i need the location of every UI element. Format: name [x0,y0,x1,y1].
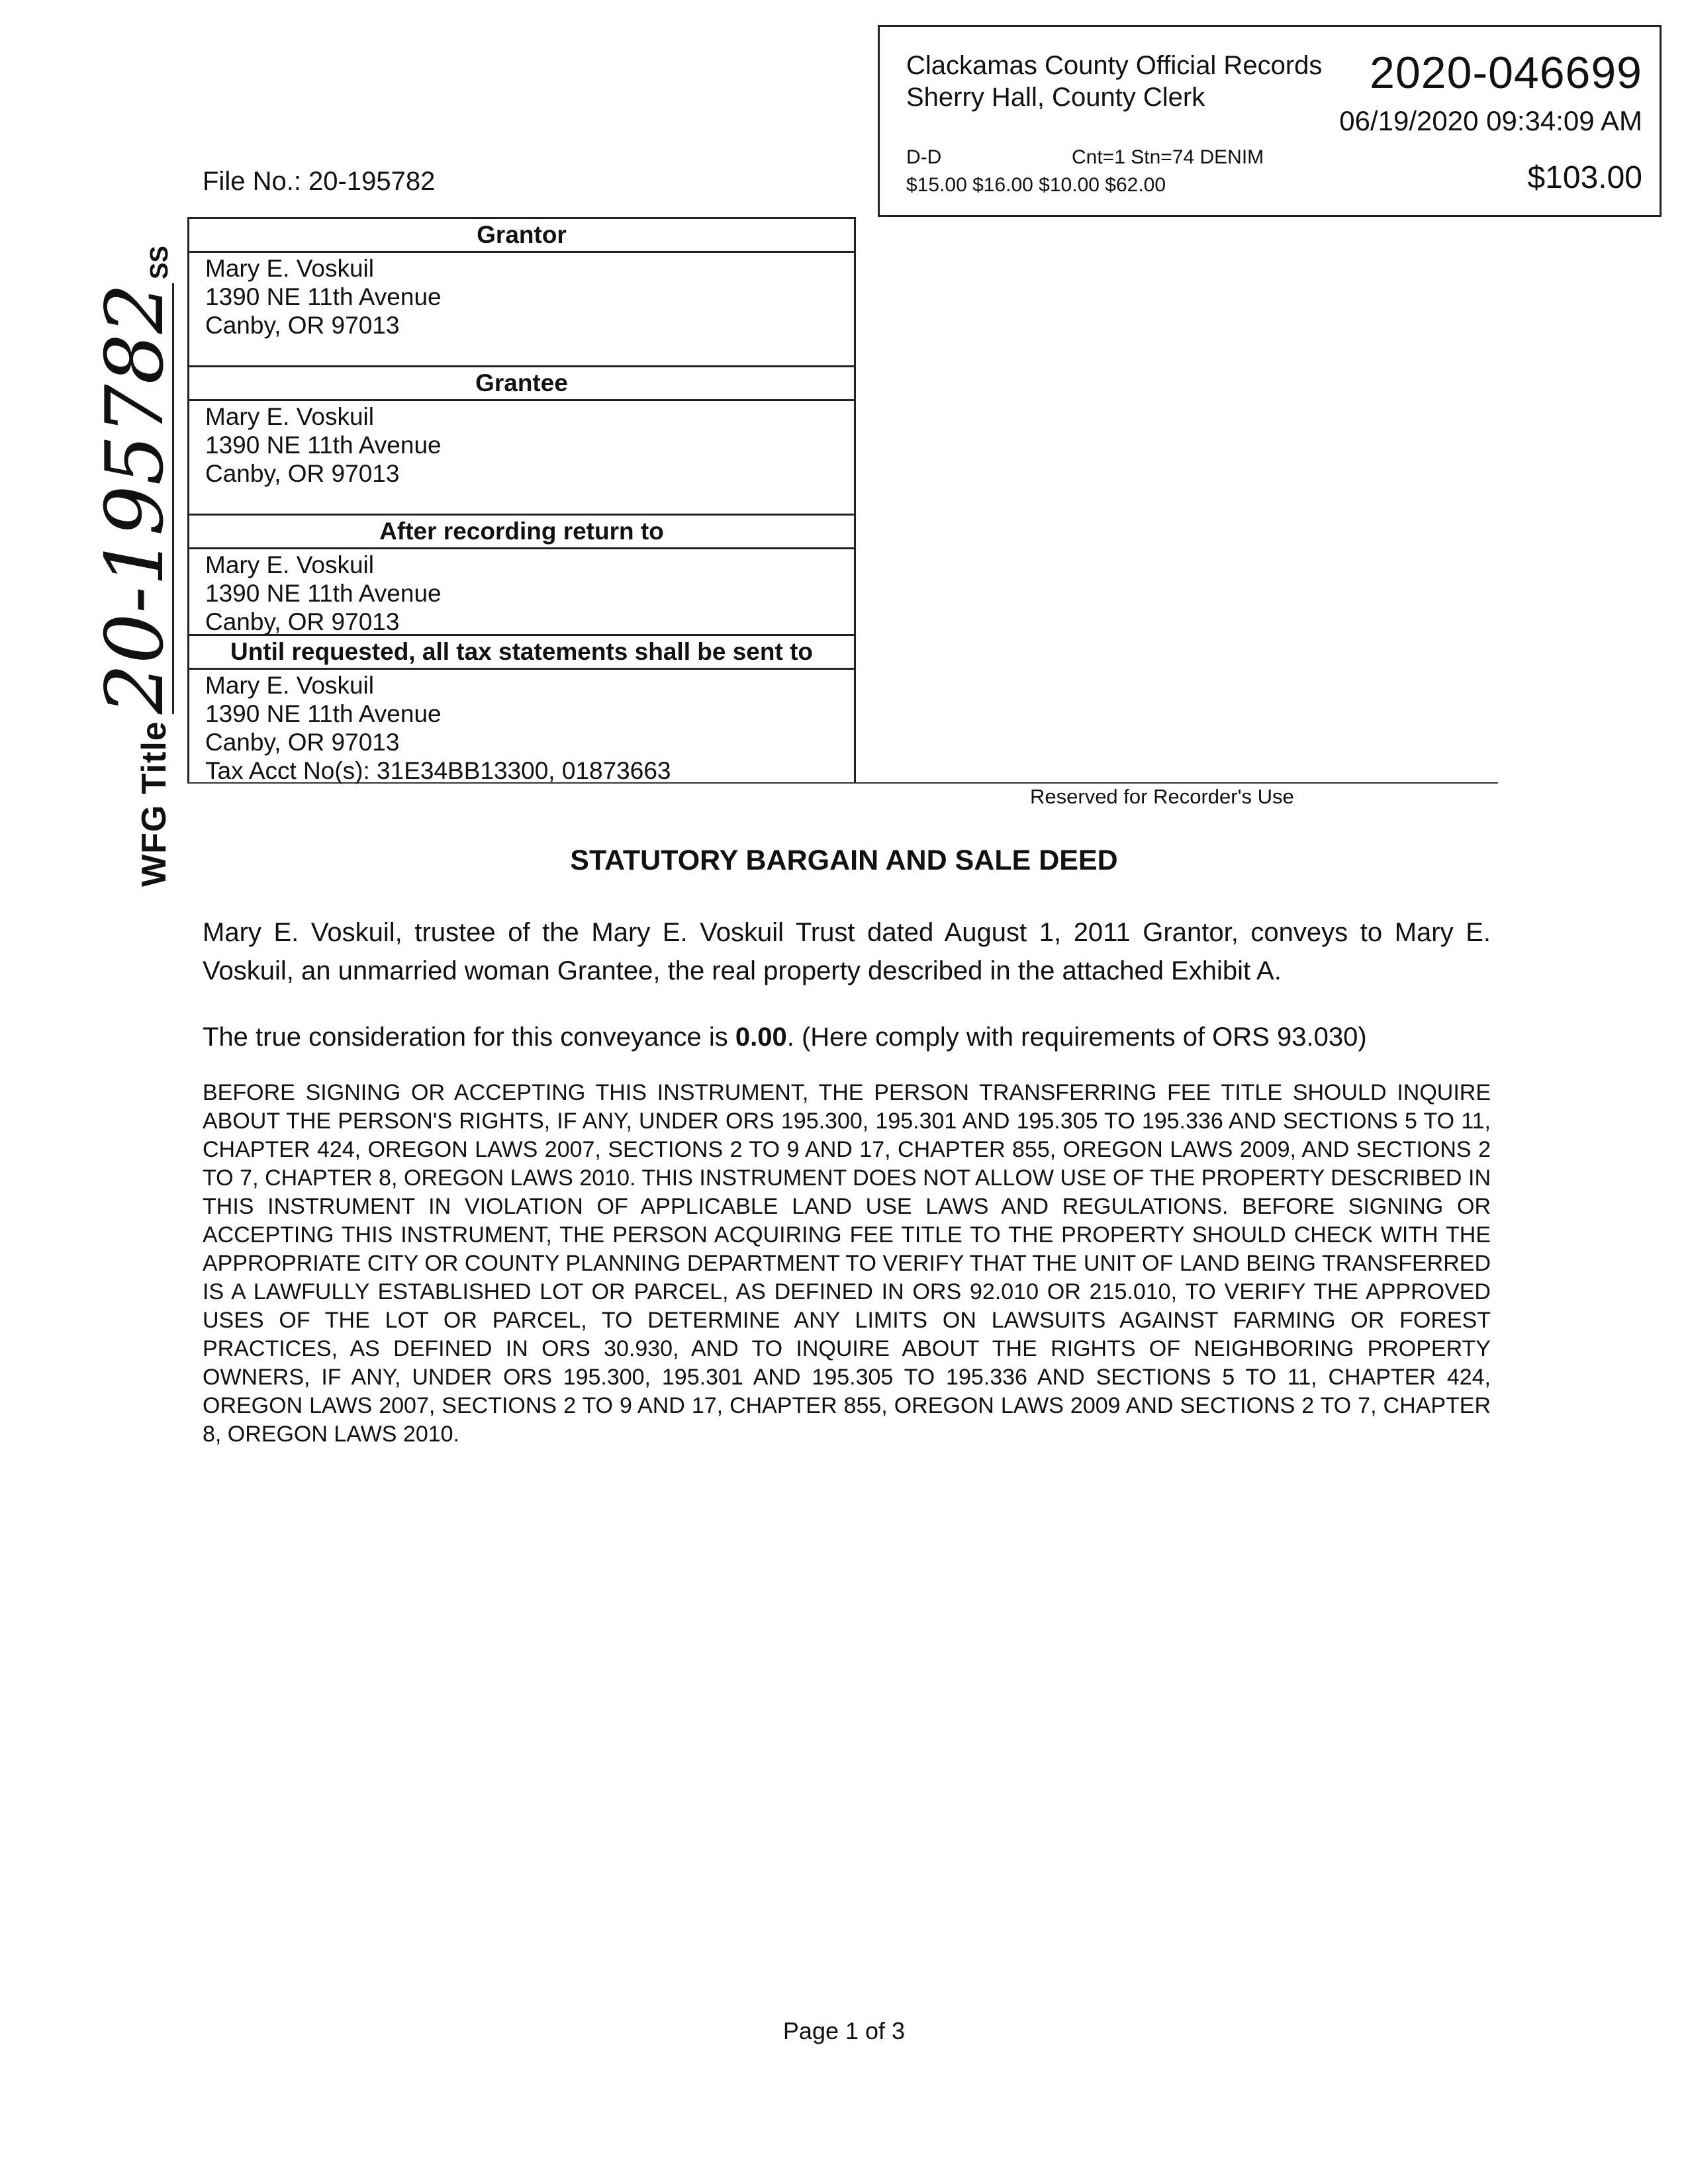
consideration-paragraph [203,1018,1491,1056]
conveyance-paragraph: Mary E. Voskuil, trustee of the Mary E. Voskuil Trust dated August 1, 2011 Grantor, conveys to Mary E. Voskuil, an unmarried woman Grantee, the real property described in the attached Exhibit A. [203,918,1491,985]
handwritten-initials: SS [146,246,173,279]
handwritten-file-number: 20-195782 [89,283,181,715]
recorder-use-label: Reserved for Recorder's Use [1030,785,1294,808]
return-to-street: 1390 NE 11th Avenue [205,580,442,607]
grantor-heading: Grantor [187,217,856,253]
recording-office [906,50,1322,113]
party-table [187,217,856,784]
tax-account-numbers: Tax Acct No(s): 31E34BB13300, 01873663 [205,757,671,784]
tax-recipient-city: Canby, OR 97013 [205,729,400,756]
recording-stamp [878,25,1662,217]
recording-datetime: 06/19/2020 09:34:09 AM [1339,105,1642,136]
file-number: File No.: 20-195782 [203,167,436,196]
tax-recipient-name: Mary E. Voskuil [205,672,374,699]
grantor-street: 1390 NE 11th Avenue [205,283,442,310]
recorder-divider [187,782,1498,784]
grantee-street: 1390 NE 11th Avenue [205,432,442,459]
grantor-name: Mary E. Voskuil [205,255,374,282]
tax-statements-block [187,670,856,784]
consideration-amount: 0.00 [735,1023,787,1052]
statutory-warning: BEFORE SIGNING OR ACCEPTING THIS INSTRUMENT, THE PERSON TRANSFERRING FEE TITLE SHOULD INQUIRE ABOUT THE PERSON'S RIGHTS, IF ANY, UNDER ORS 195.300, 195.301 AND 195.305 TO 195.336 AND SECTIONS 5 TO 11, CHAPTER 424, OREGON LAWS 2007, SECTIONS 2 TO 9 AND 17, CHAPTER 855, OREGON LAWS 2009, AND SECTIONS 2 TO 7, CHAPTER 8, OREGON LAWS 2010. THIS INSTRUMENT DOES NOT ALLOW USE OF THE PROPERTY DESCRIBED IN THIS INSTRUMENT IN VIOLATION OF APPLICABLE LAND USE LAWS AND REGULATIONS. BEFORE SIGNING OR ACCEPTING THIS INSTRUMENT, THE PERSON ACQUIRING FEE TITLE TO THE PROPERTY SHOULD CHECK WITH THE APPROPRIATE CITY OR COUNTY PLANNING DEPARTMENT TO VERIFY THAT THE UNIT OF LAND BEING TRANSFERRED IS A LAWFULLY ESTABLISHED LOT OR PARCEL, AS DEFINED IN ORS 92.010 OR 215.010, TO VERIFY THE APPROVED USES OF THE LOT OR PARCEL, TO DETERMINE ANY LIMITS ON LAWSUITS AGAINST FARMING OR FOREST PRACTICES, AS DEFINED IN ORS 30.930, AND TO INQUIRE ABOUT THE RIGHTS OF NEIGHBORING PROPERTY OWNERS, IF ANY, UNDER ORS 195.300, 195.301 AND 195.305 TO 195.336 AND SECTIONS 5 TO 11, CHAPTER 424, OREGON LAWS 2007, SECTIONS 2 TO 9 AND 17, CHAPTER 855, OREGON LAWS 2009 AND SECTIONS 2 TO 7, CHAPTER 8, OREGON LAWS 2010. [203,1080,1491,1447]
consideration-prefix: The true consideration for this conveyance is [203,1023,735,1052]
count-info: Cnt=1 Stn=74 DENIM [1072,146,1264,168]
grantor-city: Canby, OR 97013 [205,312,400,339]
fee-total: $103.00 [1527,160,1642,195]
office-name: Clackamas County Official Records [906,51,1323,80]
return-to-block [187,549,856,634]
consideration-suffix: . (Here comply with requirements of ORS 93.030) [786,1023,1367,1052]
return-to-name: Mary E. Voskuil [205,551,374,578]
grantee-block [187,401,856,514]
tax-recipient-street: 1390 NE 11th Avenue [205,700,442,727]
grantor-block [187,253,856,365]
county-clerk: Sherry Hall, County Clerk [906,83,1205,112]
page-number: Page 1 of 3 [782,2017,906,2044]
grantee-city: Canby, OR 97013 [205,460,400,487]
grantee-name: Mary E. Voskuil [205,403,374,430]
document-number: 2020-046699 [1370,48,1642,98]
grantee-heading: Grantee [187,365,856,401]
return-to-city: Canby, OR 97013 [205,608,400,635]
return-to-heading: After recording return to [187,514,856,549]
document-type-code: D-D [906,146,942,168]
fee-breakdown: $15.00 $16.00 $10.00 $62.00 [906,174,1166,196]
tax-statements-heading: Until requested, all tax statements shall be sent to [187,634,856,670]
title-company-stamp: WFG Title [135,721,173,887]
deed-title: STATUTORY BARGAIN AND SALE DEED [570,844,1118,876]
